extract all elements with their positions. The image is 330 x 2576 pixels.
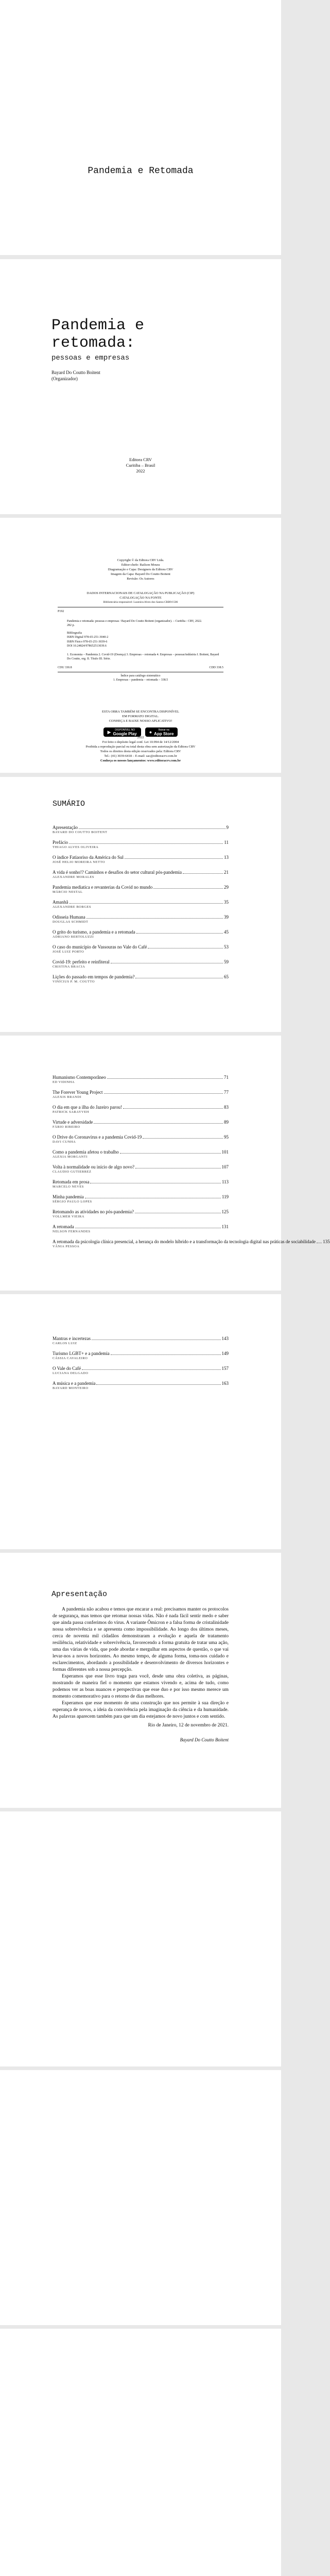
cdu: CDU 330.8 — [58, 666, 72, 669]
toc-entry[interactable] — [53, 1089, 229, 1095]
toc-entry-page: 107 — [221, 1164, 229, 1170]
toc-entry[interactable] — [53, 854, 229, 860]
toc-entry-page: 95 — [224, 1134, 229, 1140]
toc-entry[interactable] — [53, 839, 229, 845]
design-credit: Diagramação e Capa: Designers da Editora CRV — [108, 568, 173, 571]
cip-entry: Pandemia e retomada: pessoas e empresas / Bayard Do Coutto Boitent (organizador). – Curitiba : CRV, 2022. — [67, 619, 202, 623]
toc-entry-author: MARCELO NEVES — [53, 1185, 84, 1189]
toc-entry-title: Mantras e incertezas — [53, 1336, 91, 1341]
toc-entry[interactable] — [53, 1149, 229, 1155]
legal-contact: Tel.: (41) 3039-6418 – E-mail: sac@editoracrv.com.br — [104, 754, 177, 758]
toc-entry-author: MÁRCIO NESTAL — [53, 890, 83, 894]
toc-entry-title: Virtude e adversidade — [53, 1120, 93, 1125]
toc-entry-page: 119 — [221, 1194, 229, 1199]
presentation-date: Rio de Janeiro, 12 de novembro de 2021. — [148, 1723, 229, 1728]
toc-entry[interactable] — [53, 929, 229, 935]
toc-entry-author: JOSÉ LUIZ PORTO — [53, 950, 84, 954]
app-store-name: App Store — [154, 731, 174, 736]
toc-page-3 — [0, 1294, 281, 1549]
toc-entry-author: CLAUDIO GUTIERREZ — [53, 1170, 92, 1174]
toc-entry[interactable] — [53, 1194, 229, 1200]
toc-entry-author: FÁBIO RIBEIRO — [53, 1125, 80, 1129]
toc-entry-author: CRISTINA BRACIA — [53, 965, 85, 969]
copyright: Copyright © da Editora CRV Ltda. — [117, 558, 164, 562]
presentation-paragraph-3: Esperamos que esse momento de uma construção que nos permite à sua direção e esperança de novos, a ideia da convivência pela imaginação da ciência e da humanidade. As palavras aparecem também para que um dia estejamos de novo juntos e com sentido. — [53, 1701, 229, 1719]
doi: DOI 10.24824/978652513039.6 — [67, 645, 107, 648]
toc-leader-dots — [107, 1078, 223, 1079]
toc-entry[interactable] — [53, 869, 229, 875]
cip-subheader: CATALOGAÇÃO NA FONTE — [119, 596, 162, 600]
toc-entry-title: Minha pandemia — [53, 1194, 84, 1199]
toc-entry-page: 77 — [224, 1090, 229, 1095]
presentation-heading: Apresentação — [51, 1590, 108, 1599]
toc-page-1 — [0, 777, 281, 1032]
toc-leader-dots — [123, 1108, 223, 1109]
toc-entry[interactable] — [53, 1350, 229, 1357]
toc-leader-dots — [125, 858, 223, 859]
toc-entry-author: ED VIDINHA — [53, 1080, 75, 1084]
toc-entry-title: A vida é sonho!? Caminhos e desafios do setor cultural pós-pandemia — [53, 870, 182, 875]
toc-entry-title: O grito do turismo, a pandemia e a retomada — [53, 929, 135, 935]
toc-entry-page: 35 — [224, 900, 229, 905]
toc-entry[interactable] — [53, 914, 229, 920]
toc-entry-page: 13 — [224, 855, 229, 860]
toc-entry-page: 101 — [221, 1149, 229, 1155]
toc-entry-page: 59 — [224, 959, 229, 964]
toc-entry-author: BAYARD DO COUTTO BOITENT — [53, 831, 108, 834]
toc-entry-title: O índice Fatiaoriso da América do Sul — [53, 855, 124, 860]
toc-entry-author: BAYARD MONTEIRO — [53, 1386, 89, 1390]
toc-entry-page: 131 — [221, 1224, 229, 1229]
cip-librarian: Bibliotecária responsável: Luzenira Alves dos Santos CRB9/1506 — [103, 601, 178, 604]
toc-leader-dots — [143, 1138, 223, 1139]
presentation-page — [0, 1553, 281, 1808]
toc-entry-author: PATRICK SARAYVEH — [53, 1110, 89, 1114]
toc-leader-dots — [86, 918, 223, 919]
cdd: CDD 338.5 — [209, 666, 223, 669]
toc-entry-title: A música e a pandemia — [53, 1381, 96, 1386]
colophon-page — [0, 518, 281, 773]
toc-page-2 — [0, 1036, 330, 1291]
toc-entry-author: LUCIANA DELGADO — [53, 1371, 89, 1375]
digital-notice-app: CONHEÇA E BAIXE NOSSO APLICATIVO! — [109, 719, 172, 723]
toc-entry-title: Odisseia Humana — [53, 914, 85, 920]
half-title-page — [0, 0, 281, 255]
toc-entry-title: Retomando as atividades no pós-pandemia? — [53, 1209, 134, 1214]
toc-entry-page: 157 — [221, 1366, 229, 1371]
toc-entry-page: 53 — [224, 944, 229, 950]
toc-entry[interactable] — [53, 1134, 229, 1140]
toc-leader-dots — [96, 1384, 220, 1385]
toc-leader-dots — [183, 873, 223, 874]
play-store-icon: ▶ — [107, 729, 111, 735]
toc-entry[interactable] — [53, 899, 229, 905]
legal-rights: Todos os direitos desta edição reservados pela: Editora CRV — [100, 750, 181, 753]
isbn-fisico: ISBN Físico 978-65-251-3039-6 — [67, 640, 108, 643]
toc-entry[interactable] — [53, 884, 229, 890]
cip-block — [58, 591, 223, 682]
half-title: Pandemia e Retomada — [88, 166, 194, 176]
toc-entry-author: NELSON FERNANDES — [53, 1230, 91, 1233]
toc-entry-page: 29 — [224, 885, 229, 890]
toc-entry-author: DAVI CUNHA — [53, 1140, 76, 1144]
toc-entry-page: 135 — [323, 1239, 330, 1244]
cover-image-credit: Imagem da Capa: Bayard Do Coutto Boitent — [111, 572, 170, 576]
toc-entry[interactable] — [53, 1179, 229, 1185]
toc-entry-title: O caso do município de Vassouras no Vale do Café — [53, 944, 147, 950]
digital-notice: ESTA OBRA TAMBÉM SE ENCONTRA DISPONÍVEL — [102, 710, 179, 714]
legal-year: 2022 — [137, 736, 144, 739]
legal-deposit: Foi feito o depósito legal conf. Lei 10.994 de 14/12/2004 — [102, 740, 179, 744]
publication-year: 2022 — [136, 468, 145, 473]
toc-entry-author: SÉRGIO PAULO LOPES — [53, 1200, 92, 1204]
toc-entry-author: VOLLMER VIEIRA — [53, 1215, 84, 1218]
toc-entry[interactable] — [53, 1365, 229, 1371]
blank-page-3 — [0, 2329, 281, 2576]
toc-entry-page: 113 — [221, 1179, 229, 1184]
toc-entry-title: A retomada — [53, 1224, 74, 1229]
toc-entry-title: O Drive do Coronavírus e a pandemia Covid-19 — [53, 1134, 142, 1140]
toc-entry-page: 39 — [224, 914, 229, 920]
toc-entry-page: 143 — [221, 1336, 229, 1341]
google-play-name: Google Play — [113, 731, 137, 736]
toc-entry-title: Covid-19: perfeito e reinfiteral — [53, 959, 110, 964]
toc-entry-page: 163 — [221, 1381, 229, 1386]
toc-entry-author: THIAGO ALVES OLIVEIRA — [53, 845, 99, 849]
book-title-line1: Pandemia e — [51, 317, 145, 334]
toc-entry[interactable] — [53, 959, 229, 965]
toc-entry-author: ALEXIS BRANDI — [53, 1095, 82, 1099]
index-entry: 1. Empresas – pandemia – retomada – 338.5 — [113, 679, 168, 682]
title-page — [0, 259, 281, 514]
app-store-caption: Baixar na — [158, 728, 169, 732]
publisher-city: Curitiba – Brasil — [126, 463, 155, 468]
toc-leader-dots — [120, 1153, 221, 1154]
toc-entry-author: CARLOS LUIZ — [53, 1342, 77, 1345]
toc-leader-dots — [104, 1093, 223, 1094]
toc-entry-page: 125 — [221, 1209, 229, 1214]
toc-entry[interactable] — [53, 1119, 229, 1125]
toc-entry-title: Volta à normalidade ou início de algo novo? — [53, 1164, 135, 1170]
toc-leader-dots — [82, 1369, 220, 1370]
toc-entry[interactable] — [53, 1239, 330, 1245]
toc-leader-dots — [136, 933, 223, 934]
toc-leader-dots — [79, 828, 225, 829]
book-subtitle: pessoas e empresas — [51, 354, 130, 362]
toc-entry[interactable] — [53, 1209, 229, 1215]
digital-notice-format: EM FORMATO DIGITAL. — [122, 715, 159, 718]
blank-page-1 — [0, 1811, 281, 2066]
blank-page-2 — [0, 2070, 281, 2325]
toc-entry[interactable] — [53, 1164, 229, 1170]
toc-entry-author: JOSÉ HELIO MOREIRA NETTO — [53, 860, 105, 864]
toc-entry-author: DOUGLAS SCHMIDT — [53, 920, 89, 924]
review-credit: Revisão: Os Autores — [127, 577, 154, 581]
toc-entry[interactable] — [53, 1380, 229, 1386]
legal-website: Conheça os nossos lançamentos: www.editoracrv.com.br — [100, 759, 181, 762]
toc-entry[interactable] — [53, 824, 229, 831]
presentation-signature: Bayard Do Coutto Boitent — [180, 1737, 229, 1742]
toc-entry-title: Prefácio — [53, 840, 68, 845]
toc-entry-title: Apresentação — [53, 825, 78, 830]
presentation-paragraph-2: Esperamos que esse livro traga para você, desde uma obra coletiva, as páginas, mostrando de maneira fiel o momento que estamos vivendo e, acima de tudo, como podemos ver as boas nuances e perspectivas que esse duo e por isso mesmo merece um momento comemorativo para o retorno de dias melhores. — [53, 1674, 229, 1699]
editor-chief: Editor-chefe: Railson Moura — [121, 563, 160, 567]
toc-entry-author: ALEXANDRE BORGES — [53, 905, 91, 909]
toc-entry-author: CÁSSIA CAVALEIRO — [53, 1357, 88, 1360]
index-label: Índice para catálogo sistemático — [120, 674, 161, 677]
presentation-paragraph-1: A pandemia não acabou e temos que encarar a real: precisamos manter os protocolos de segurança, mas temos que retomar nossas vidas. Não é nada fácil sentir medo e saber que ainda passa conferimos do vírus. A variante Ômicron e a falsa forma de cristalinidade nossa sobrevivência e se apresenta como impossibilidade. Ao longo dos últimos meses, cerca de noventa mil cidadãos demonstraram a evolução e aquela de tratamento resiliência, relatividade e sobrevivência, favorecendo a forma gratuita de tratar uma ação, uma das várias de vida, que pode abordar e mergulhar em aspectos de questão, o que vai levar-nos a novos horizontes. Ao mesmo tempo, de alguma forma, toma-nos cuidado e esclarecimentos, abordando a possibilidade e desenvolvimento de diversos horizontes e formas diferentes sob a nossa percepção. — [53, 1607, 229, 1672]
publisher: Editora CRV — [129, 457, 152, 462]
cip-code: P192 — [58, 610, 64, 613]
toc-entry-page: 149 — [221, 1351, 229, 1356]
google-play-caption: DISPONÍVEL NO — [115, 728, 135, 732]
toc-entry-page: 71 — [224, 1075, 229, 1080]
toc-entry[interactable] — [53, 944, 229, 950]
toc-leader-dots — [69, 843, 223, 844]
toc-entry[interactable] — [53, 1335, 229, 1342]
cip-subjects: 1. Economia – Pandemia 2. Covid-19 (Doença) 3. Empresas – retomada 4. Empresas – pessoas/indústria I. Boitent, Bayard Do Coutto, org. II. Título III. Série. — [67, 653, 219, 660]
toc-entry-title: O Vale do Café — [53, 1366, 81, 1371]
toc-entry-title: Humanismo Contemporâneo — [53, 1075, 106, 1080]
toc-list-1 — [53, 824, 229, 989]
book-title-line2: retomada: — [51, 334, 135, 352]
toc-entry-page: 21 — [224, 870, 229, 875]
toc-entry-title: Retomada em prosa — [53, 1179, 90, 1184]
editor-name: Bayard Do Coutto Boitent — [51, 370, 100, 375]
toc-entry-title: Como a pandemia afetou o trabalho — [53, 1149, 119, 1155]
cip-pages: 282 p. — [67, 624, 75, 627]
toc-leader-dots — [70, 903, 223, 904]
toc-leader-dots — [111, 1354, 221, 1355]
toc-list-2 — [53, 1074, 330, 1253]
toc-entry-author: ALEXANDRE MORALES — [53, 875, 94, 879]
toc-entry-title: Lições do passado em tempos de pandemia? — [53, 974, 135, 979]
toc-entry-title: A retomada da psicologia clínica presencial, a herança do modelo híbrido e a transformação da tecnologia digital nas práticas de sociabilidade — [53, 1239, 316, 1244]
toc-entry-title: Pandemia mediatica e revanterias da Covid no mundo — [53, 885, 153, 890]
toc-entry-page: 9 — [226, 825, 229, 830]
toc-list-3 — [53, 1335, 229, 1395]
toc-entry-page: 89 — [224, 1120, 229, 1125]
toc-leader-dots — [94, 1123, 223, 1124]
toc-entry-page: 45 — [224, 929, 229, 935]
legal-reproduction: Proibida a reprodução parcial ou total desta obra sem autorização da Editora CRV — [85, 745, 196, 749]
toc-entry-title: O dia em que a ilha do Jazeiro parou! — [53, 1105, 122, 1110]
toc-entry-title: The Forever Young Project — [53, 1090, 103, 1095]
apple-icon: ● — [149, 729, 152, 735]
isbn-digital: ISBN Digital 978-65-251-3040-2 — [67, 636, 109, 639]
toc-entry[interactable] — [53, 1104, 229, 1110]
toc-entry-author: VÂNIA PESSOA — [53, 1245, 80, 1248]
toc-entry-page: 65 — [224, 974, 229, 979]
toc-entry-author: VINÍCIUS P. M. COUTTO — [53, 980, 95, 984]
cip-bibliography: Bibliografia — [67, 631, 82, 635]
toc-entry-page: 11 — [224, 840, 229, 845]
toc-leader-dots — [153, 888, 223, 889]
cip-header: DADOS INTERNACIONAIS DE CATALOGAÇÃO NA PUBLICAÇÃO (CIP) — [86, 591, 195, 595]
toc-entry-title: Amanhã — [53, 900, 68, 905]
toc-entry-author: ALEXIA MORGANTI — [53, 1155, 88, 1159]
editor-role: (Organizador) — [51, 376, 78, 381]
toc-heading: SUMÁRIO — [53, 800, 85, 808]
toc-entry-page: 83 — [224, 1105, 229, 1110]
toc-entry[interactable] — [53, 1074, 229, 1080]
toc-entry-author: ADRIANO BERTOLUZZI — [53, 935, 94, 939]
toc-entry[interactable] — [53, 1224, 229, 1230]
toc-entry-title: Turismo LGBT+ e a pandemia — [53, 1351, 110, 1356]
toc-entry[interactable] — [53, 974, 229, 980]
